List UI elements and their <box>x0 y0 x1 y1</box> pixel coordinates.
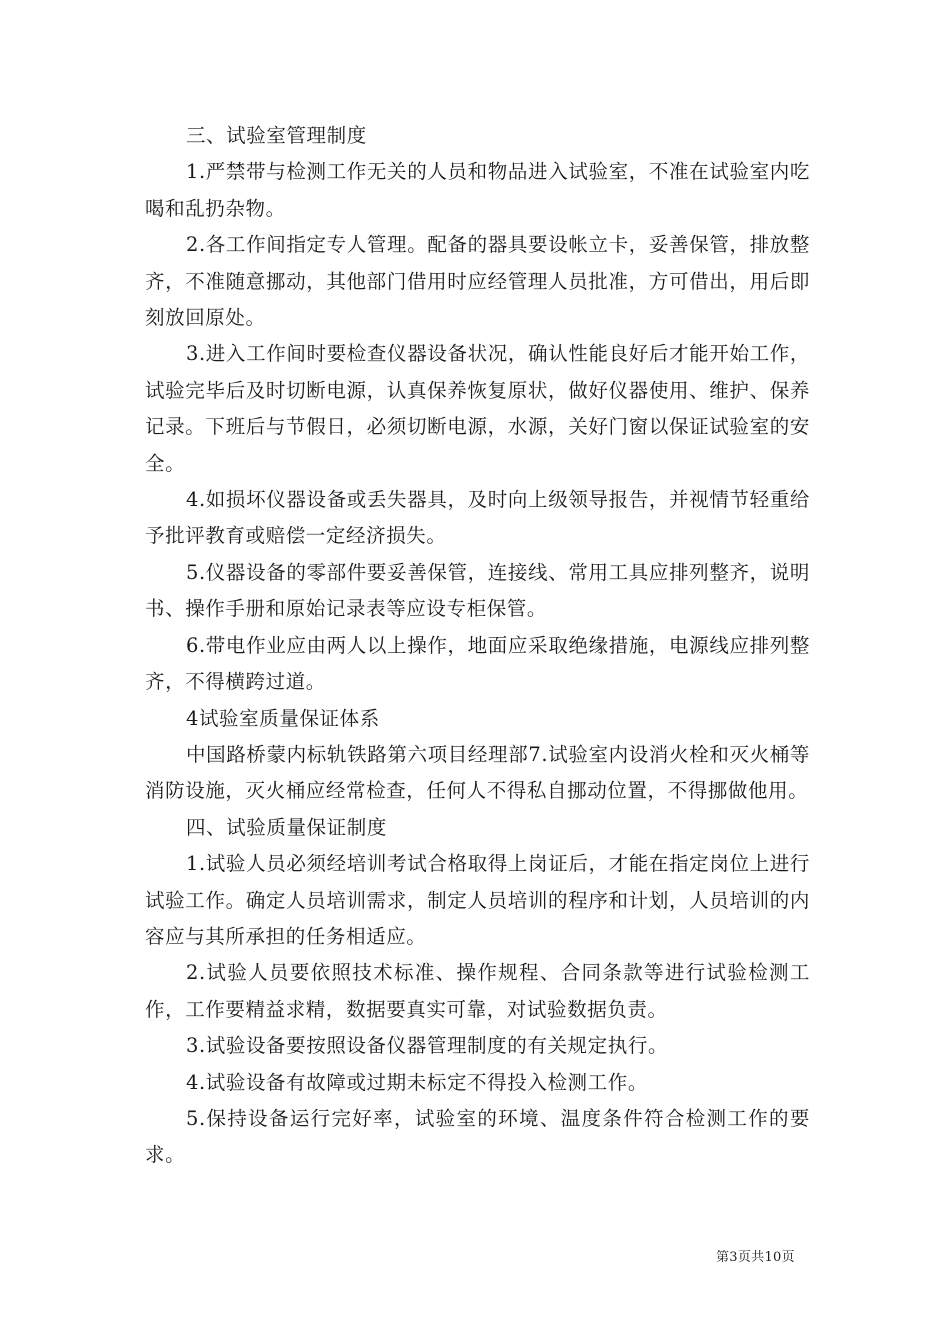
page-number-footer: 第3页共10页 <box>716 1250 795 1265</box>
paragraph: 1.严禁带与检测工作无关的人员和物品进入试验室，不准在试验室内吃喝和乱扔杂物。 <box>145 160 810 220</box>
subsection-heading: 4试验室质量保证体系 <box>185 706 380 730</box>
paragraph: 6.带电作业应由两人以上操作，地面应采取绝缘措施，电源线应排列整齐，不得横跨过道。 <box>145 633 810 694</box>
paragraph: 4.如损坏仪器设备或丢失器具，及时向上级领导报告，并视情节轻重给予批评教育或赔偿一定经济损失。 <box>145 488 810 548</box>
paragraph: 3.进入工作间时要检查仪器设备状况，确认性能良好后才能开始工作，试验完毕后及时切断电源，认真保养恢复原状，做好仪器使用、维护、保养记录。下班后与节假日，必须切断电源，水源，关好门窗以保证试验室的安全。 <box>145 342 810 475</box>
paragraph: 4.试验设备有故障或过期未标定不得投入检测工作。 <box>185 1070 648 1094</box>
section-heading-quality-assurance: 四、试验质量保证制度 <box>185 815 387 839</box>
paragraph: 1.试验人员必须经培训考试合格取得上岗证后，才能在指定岗位上进行试验工作。确定人员培训需求，制定人员培训的程序和计划，人员培训的内容应与其所承担的任务相适应。 <box>145 852 810 948</box>
paragraph: 5.保持设备运行完好率，试验室的环境、温度条件符合检测工作的要求。 <box>145 1106 810 1167</box>
paragraph: 中国路桥蒙内标轨铁路第六项目经理部7.试验室内设消火栓和灭火桶等消防设施，灭火桶应经常检查，任何人不得私自挪动位置，不得挪做他用。 <box>145 742 810 803</box>
document-body <box>145 118 810 1174</box>
section-heading-lab-management: 三、试验室管理制度 <box>185 124 367 147</box>
paragraph: 2.试验人员要依照技术标准、操作规程、合同条款等进行试验检测工作，工作要精益求精，数据要真实可靠，对试验数据负责。 <box>145 961 810 1021</box>
paragraph: 3.试验设备要按照设备仪器管理制度的有关规定执行。 <box>185 1034 669 1058</box>
paragraph: 2.各工作间指定专人管理。配备的器具要设帐立卡，妥善保管，排放整齐，不准随意挪动，其他部门借用时应经管理人员批准，方可借出，用后即刻放回原处。 <box>145 233 810 330</box>
paragraph: 5.仪器设备的零部件要妥善保管，连接线、常用工具应排列整齐，说明书、操作手册和原始记录表等应设专柜保管。 <box>145 560 810 621</box>
